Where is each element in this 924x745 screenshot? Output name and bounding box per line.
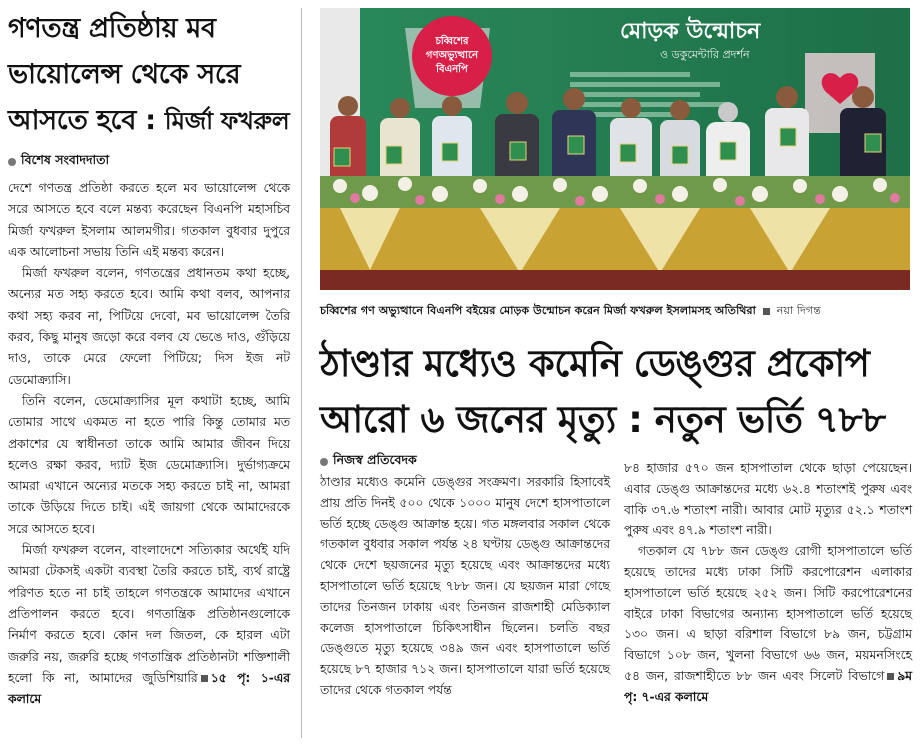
left-byline-text: বিশেষ সংবাদদাতা: [21, 152, 110, 167]
event-photo-illustration: [320, 8, 910, 290]
square-icon: [763, 308, 770, 315]
bullet-icon: [8, 158, 16, 166]
emblem-text-1: চব্বিশের: [435, 36, 469, 47]
emblem-text-2: গণঅভ্যুত্থানে: [425, 50, 479, 61]
left-story: [8, 6, 290, 740]
event-photo: [320, 8, 910, 290]
right-column-2: [624, 458, 912, 708]
left-headline-line-3: আসতে হবে :: [8, 105, 165, 136]
right-body-1: [320, 472, 610, 701]
right-headline: [320, 336, 912, 448]
square-icon: [887, 673, 894, 680]
right-body-2: [624, 458, 912, 708]
right-headline-line-2: আরো ৬ জনের মৃত্যু : নতুন ভর্তি ৭৮৮: [320, 398, 886, 441]
right-column-1: [320, 472, 610, 701]
right-paragraph: ৮৪ হাজার ৫৭০ জন হাসপাতাল থেকে ছাড়া পেয়েছেন। এবার ডেঙ্গু আক্রান্তদের মধ্যে ৬২.৪ শতাংশই পুরুষ এবং বাকি ৩৭.৬ শতাংশ নারী। আবার মোট মৃত্যুর ৫২.১ শতাংশ পুরুষ এবং ৪৭.৯ শতাংশ নারী।: [624, 461, 912, 538]
left-jump-link[interactable]: ১৫ পৃ: ১-এর কলামে: [8, 670, 290, 707]
photo-caption: [320, 302, 910, 321]
left-headline: [8, 6, 290, 144]
left-headline-line-2: ভায়োলেন্স থেকে সরে: [8, 59, 241, 90]
photo-credit: নয়া দিগন্ত: [776, 304, 821, 317]
column-divider: [301, 8, 302, 738]
left-paragraph: তিনি বলেন, ডেমোক্র্যাসির মূল কথাটা হচ্ছে, আমি তোমার সাথে একমত না হতে পারি কিন্তু তোমার মত প্রকাশের যে স্বাধীনতা তাকে আমি আমার জীবন দিয়ে হলেও রক্ষা করব, দ্যাট ইজ ডেমোক্র্যাসি। দুর্ভাগ্যক্রমে আমরা এখানে অন্যের মতকে সহ্য করতে চাই না, আমরা তাকে উড়িয়ে দিতে চাই। এই জায়গা থেকে আমাদেরকে সরে আসতে হবে।: [8, 393, 290, 536]
right-headline-line-1: ঠাণ্ডার মধ্যেও কমেনি ডেঙ্গুর প্রকোপ: [320, 342, 870, 385]
right-jump-link[interactable]: ৯ম পৃ: ৭-এর কলামে: [624, 668, 912, 704]
right-paragraph: [624, 541, 912, 707]
left-body: [8, 178, 290, 710]
right-byline-text: নিজস্ব প্রতিবেদক: [333, 452, 417, 467]
left-headline-author: মির্জা ফখরুল: [164, 107, 290, 135]
left-paragraph: মির্জা ফখরুল বলেন, গণতন্ত্রের প্রধানতম কথা হচ্ছে, অন্যের মত সহ্য করতে হবে। আমি কথা বলব, আপনার কথা সহ্য করব না, পিটিয়ে দেবো, মব ভায়োলেন্স তৈরি করব, কিছু মানুষ জড়ো করে বলব যে ভেঙে দাও, গুঁড়িয়ে দাও, তাকে মেরে ফেলো পিটিয়ে; দিস ইজ নট ডেমোক্র্যাসি।: [8, 266, 290, 387]
left-paragraph: [8, 540, 290, 710]
right-byline: [320, 452, 417, 472]
banner-title: মোড়ক উন্মোচন: [620, 19, 761, 44]
banner-subtitle: ও ডকুমেন্টারি প্রদর্শন: [660, 48, 750, 61]
left-headline-line-1: গণতন্ত্র প্রতিষ্ঠায় মব: [8, 13, 216, 44]
flower-decoration: [320, 176, 910, 210]
right-paragraph-text: গতকাল যে ৭৮৮ জন ডেঙ্গু রোগী হাসপাতালে ভর্তি হয়েছে তাদের মধ্যে ঢাকা সিটি করপোরেশন এলাকার হাসপাতালে ভর্তি হয়েছে ২৫২ জন। সিটি করপোরেশনের বাইরে ঢাকা বিভাগের অন্যান্য হাসপাতালে ভর্তি হয়েছে ১৩০ জন। এ ছাড়া বরিশাল বিভাগে ৮৯ জন, চট্টগ্রাম বিভাগে ১০৮ জন, খুলনা বিভাগে ৬৬ জন, ময়মনসিংহে ৫৪ জন, রাজশাহীতে ৮৮ জন এবং সিলেট বিভাগে: [624, 544, 912, 683]
left-paragraph-text: মির্জা ফখরুল বলেন, বাংলাদেশে সত্যিকার অর্থেই যদি আমরা টেকসই একটা ব্যবস্থা তৈরি করতে চাই, ব্যর্থ রাষ্ট্রে পরিণত হতে না চাই তাহলে গণতন্ত্রকে আমাদের এখানে প্রতিপালন করতে হবে। গণতান্ত্রিক প্রতিষ্ঠানগুলোকে নির্মাণ করতে হবে। কোন দল জিতল, কে হারল এটা জরুরি নয়, জরুরি হচ্ছে গণতান্ত্রিক প্রতিষ্ঠানটা শক্তিশালী হলো কি না, আমাদের জুডিশিয়ারি: [8, 543, 290, 685]
left-paragraph: দেশে গণতন্ত্র প্রতিষ্ঠা করতে হলে মব ভায়োলেন্স থেকে সরে আসতে হবে বলে মন্তব্য করেছেন বিএনপি মহাসচিব মির্জা ফখরুল ইসলাম আলমগীর। গতকাল বুধবার দুপুরে এক আলোচনা সভায় তিনি এই মন্তব্য করেন।: [8, 181, 290, 259]
right-paragraph: ঠাণ্ডার মধ্যেও কমেনি ডেঙ্গুর সংক্রমণ। সরকারি হিসাবেই প্রায় প্রতি দিনই ৫০০ থেকে ১০০০ মানুষ দেশে হাসপাতালে ভর্তি হচ্ছে ডেঙ্গু আক্রান্ত হয়ে। গত মঙ্গলবার সকাল থেকে গতকাল বুধবার সকাল পর্যন্ত ২৪ ঘণ্টায় ডেঙ্গু আক্রান্তদের থেকে দেশে ছয়জনের মৃত্যু হয়েছে এবং আক্রান্তদের মধ্যে হাসপাতালে ভর্তি হয়েছে ৭৮৮ জন। যে ছয়জন মারা গেছে তাদের তিনজন ঢাকায় এবং তিনজন রাজশাহী মেডিক্যাল কলেজ হাসপাতালে চিকিৎসাধীন ছিলেন। চলতি বছর ডেঙ্গুতে মৃত্যু হয়েছে ৩৪৯ জন এবং হাসপাতালে ভর্তি হয়েছে ৮৭ হাজার ৭১২ জন। হাসপাতালে যারা ভর্তি হয়েছে তাদের থেকে গতকাল পর্যন্ত: [320, 475, 610, 697]
square-icon: [201, 675, 208, 682]
emblem-text-3: বিএনপি: [436, 64, 468, 75]
photo-caption-text: চব্বিশের গণ অভ্যুত্থানে বিএনপি বইয়ের মোড়ক উন্মোচন করেন মির্জা ফখরুল ইসলামসহ অতিথিরা: [320, 304, 756, 317]
left-byline: [8, 152, 290, 172]
bullet-icon: [320, 458, 328, 466]
